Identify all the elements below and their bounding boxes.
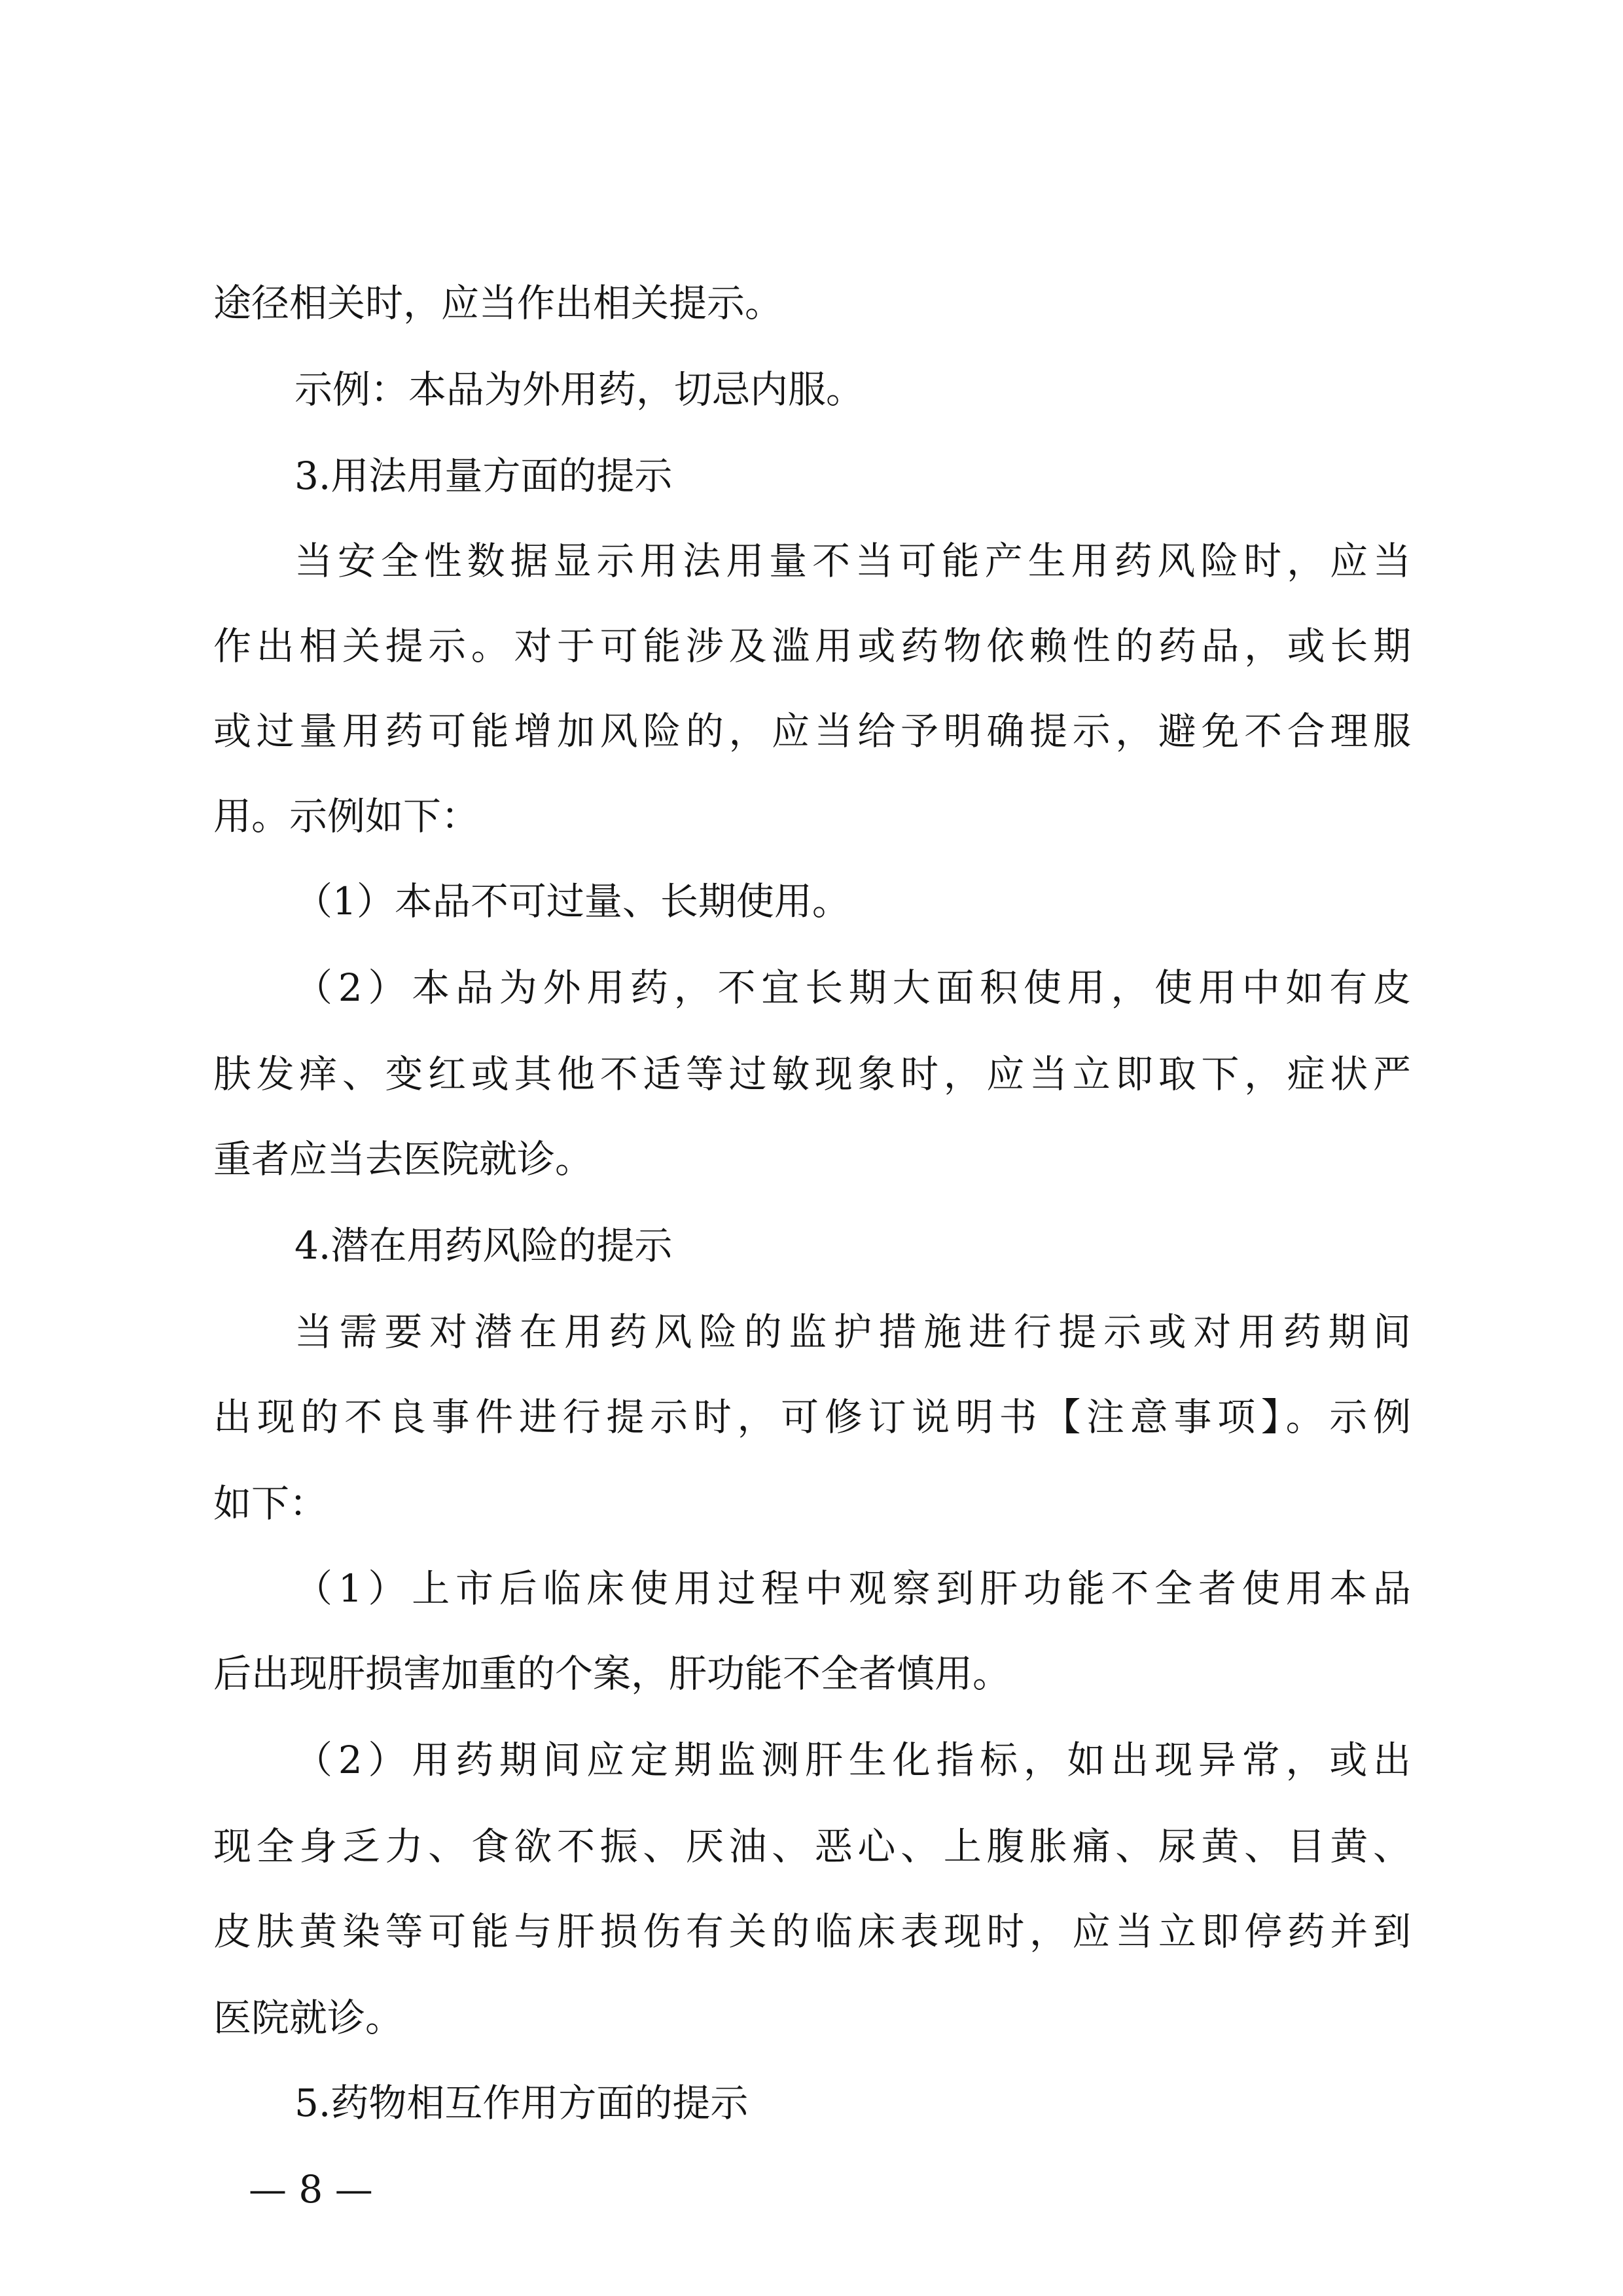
- text-line: 如下：: [213, 1481, 328, 1526]
- text-line: 医院就诊。: [213, 1996, 404, 2040]
- text-line: 或过量用药可能增加风险的，应当给予明确提示，避免不合理服: [213, 709, 1411, 753]
- list-item: （1）本品不可过量、长期使用。: [294, 879, 850, 924]
- text-line: 重者应当去医院就诊。: [213, 1137, 594, 1181]
- text-line: 后出现肝损害加重的个案，肝功能不全者慎用。: [213, 1651, 1011, 1696]
- list-item: （1）上市后临床使用过程中观察到肝功能不全者使用本品: [294, 1566, 1411, 1611]
- text-line: 示例：本品为外用药，切忌内服。: [294, 367, 865, 412]
- text-line: 用。示例如下：: [213, 794, 480, 838]
- section-heading: 4.潜在用药风险的提示: [294, 1223, 673, 1268]
- list-item: （2）用药期间应定期监测肝生化指标，如出现异常，或出: [294, 1738, 1411, 1782]
- text-line: 肤发痒、变红或其他不适等过敏现象时，应当立即取下，症状严: [213, 1052, 1411, 1096]
- text-line: 作出相关提示。对于可能涉及滥用或药物依赖性的药品，或长期: [213, 624, 1411, 668]
- text-line: 当需要对潜在用药风险的监护措施进行提示或对用药期间: [294, 1310, 1411, 1354]
- section-heading: 3.用法用量方面的提示: [294, 454, 673, 498]
- text-line: 出现的不良事件进行提示时，可修订说明书【注意事项】。示例: [213, 1395, 1411, 1439]
- page-number: — 8 —: [249, 2167, 373, 2212]
- section-heading: 5.药物相互作用方面的提示: [294, 2081, 749, 2125]
- text-line: 途径相关时，应当作出相关提示。: [213, 281, 783, 325]
- text-line: 皮肤黄染等可能与肝损伤有关的临床表现时，应当立即停药并到: [213, 1909, 1411, 1954]
- text-line: 当安全性数据显示用法用量不当可能产生用药风险时，应当: [294, 539, 1411, 583]
- list-item: （2）本品为外用药，不宜长期大面积使用，使用中如有皮: [294, 965, 1411, 1010]
- text-line: 现全身乏力、食欲不振、厌油、恶心、上腹胀痛、尿黄、目黄、: [213, 1824, 1411, 1869]
